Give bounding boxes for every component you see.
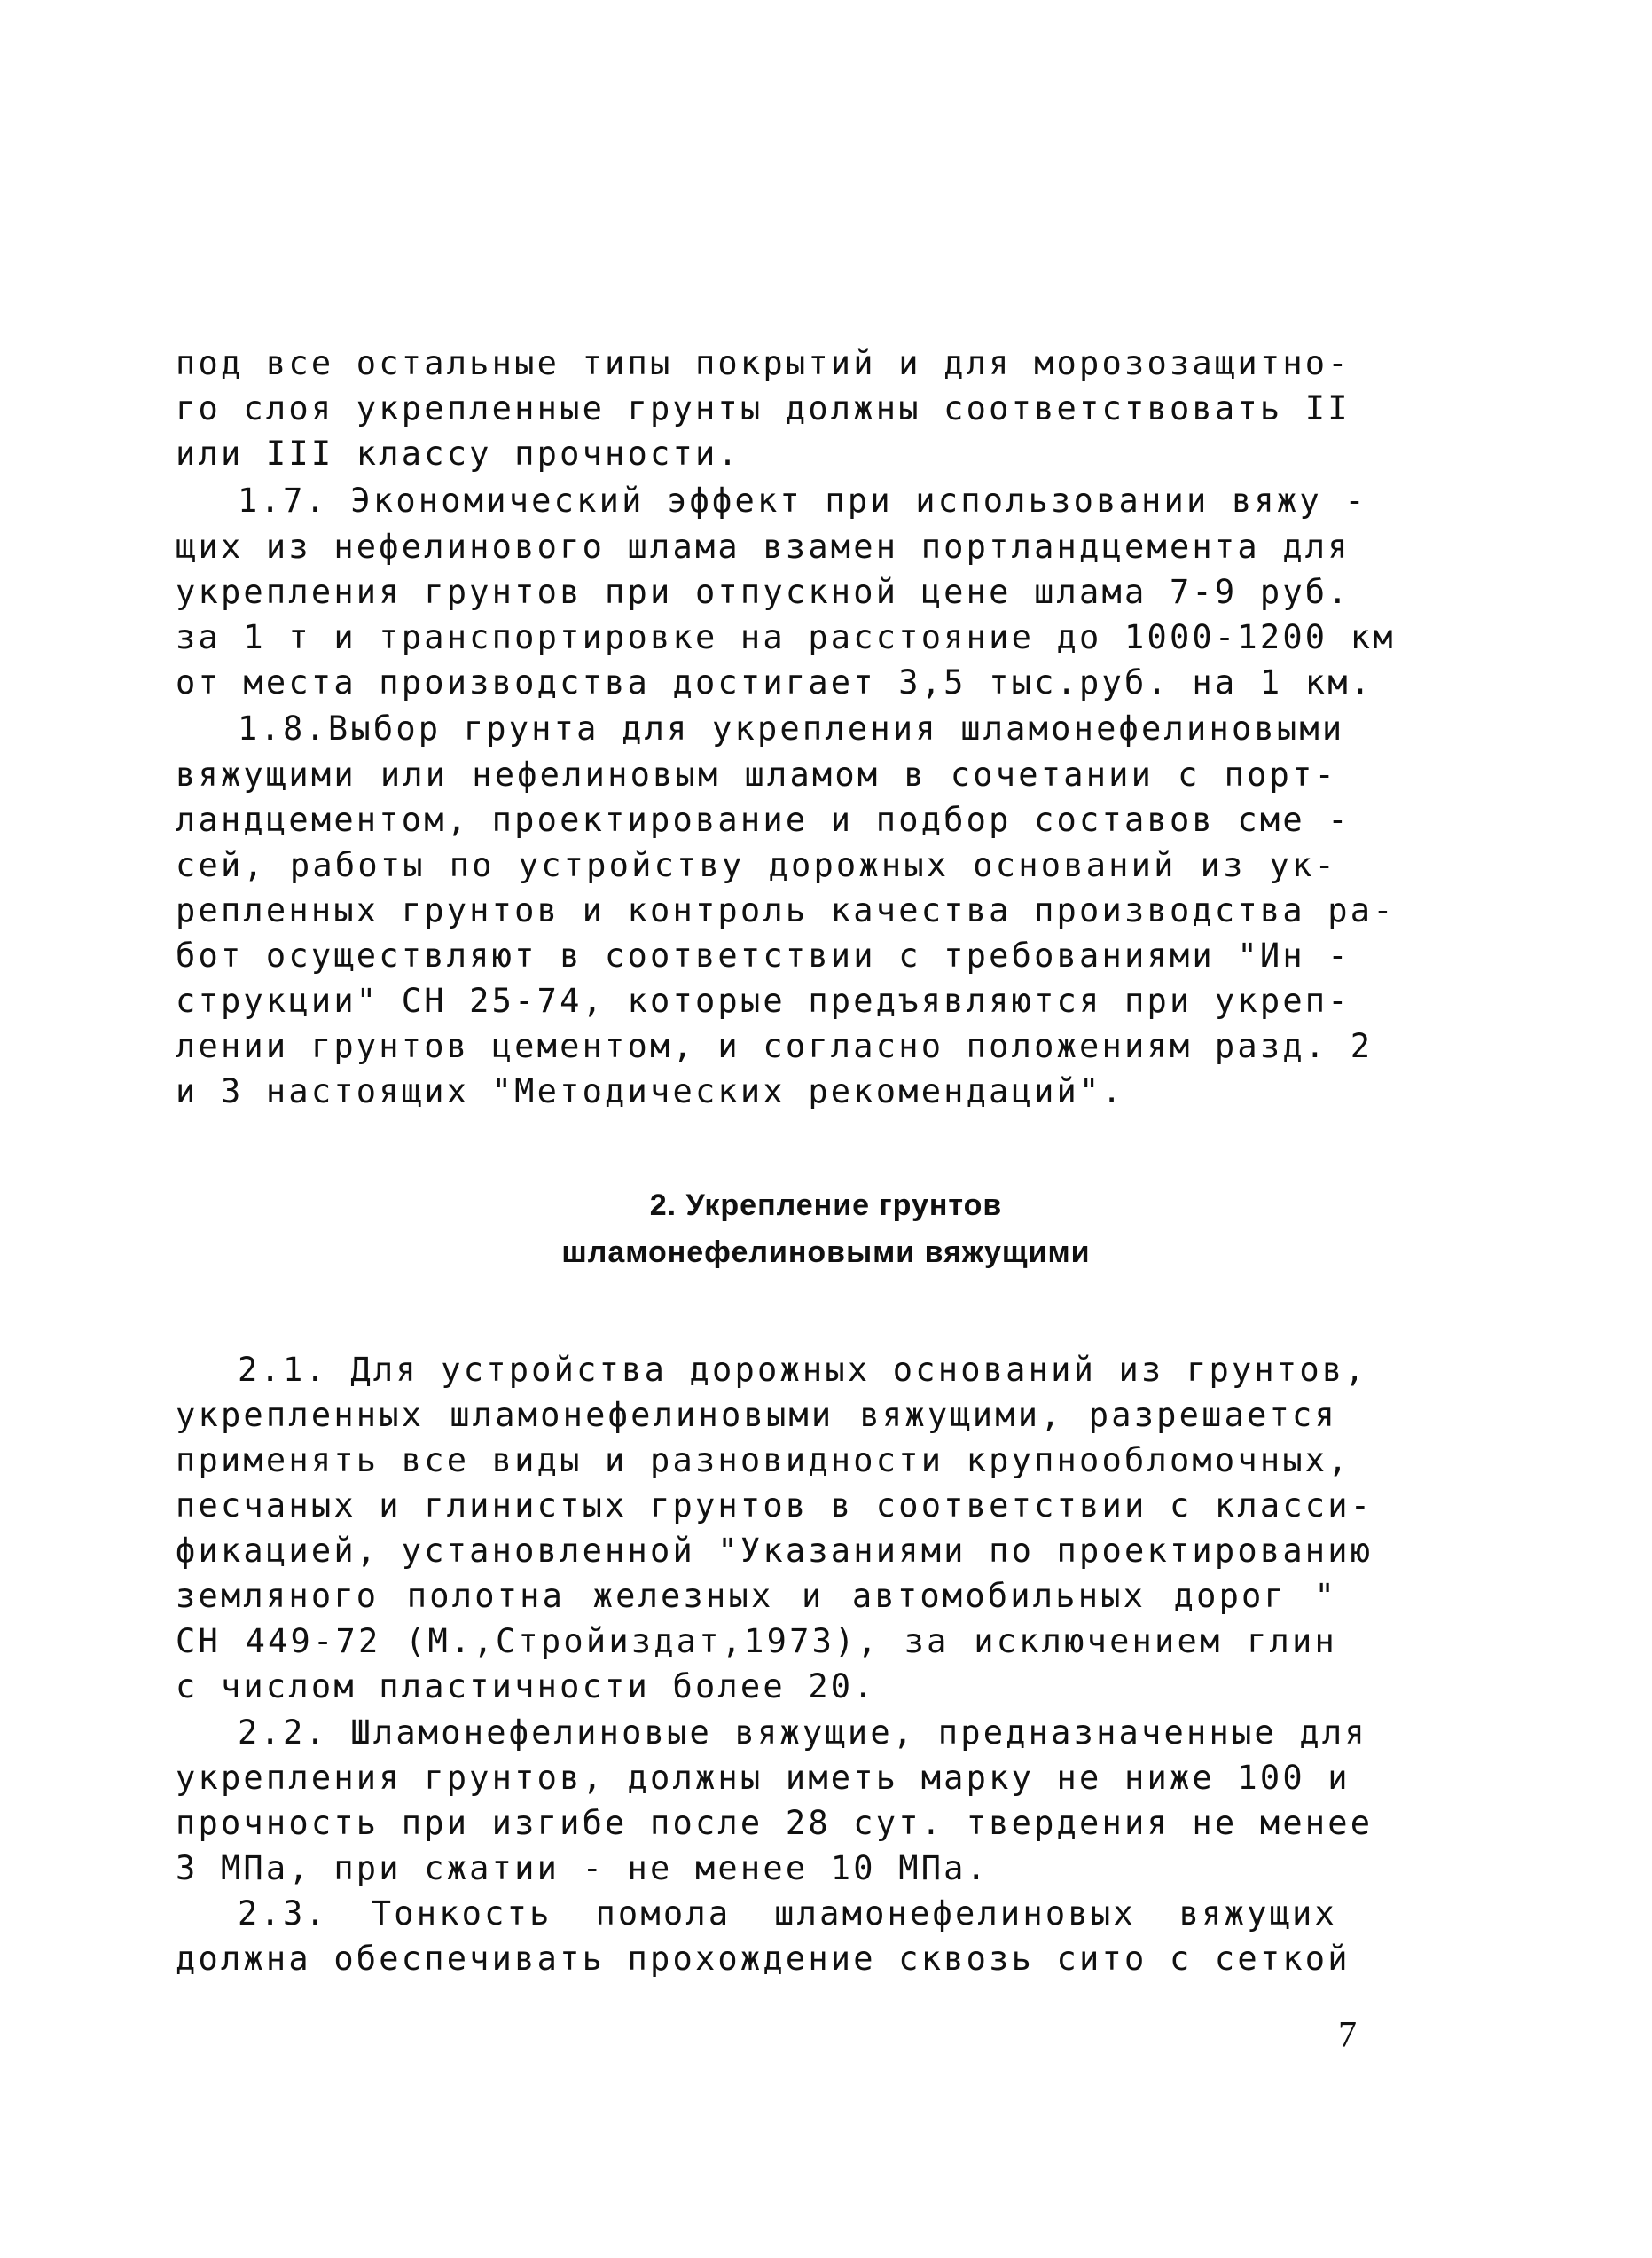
page-number: 7 [1338,2015,1357,2056]
section-heading-line-1: 2. Укрепление грунтов [649,1188,1003,1222]
text-line: за 1 т и транспортировке на расстояние до 1000-1200 км [176,618,1396,656]
text-line: го слоя укрепленные грунты должны соответствовать II [176,389,1351,427]
text-line: укрепления грунтов, должны иметь марку не ниже 100 и [176,1759,1351,1797]
text-line: должна обеспечивать прохождение сквозь сито с сеткой [176,1940,1351,1978]
text-line: фикацией, установленной "Указаниями по проектированию [176,1532,1374,1570]
text-line: лении грунтов цементом, и согласно положениям разд. 2 [176,1027,1374,1065]
text-line: 2.1. Для устройства дорожных оснований из грунтов, [238,1351,1367,1389]
text-line: 1.7. Экономический эффект при использовании вяжу - [238,482,1367,520]
text-line: 2.2. Шламонефелиновые вяжущие, предназначенные для [238,1713,1367,1752]
text-line: под все остальные типы покрытий и для морозозащитно- [176,344,1351,382]
text-line: репленных грунтов и контроль качества производства ра- [176,891,1396,929]
text-line: струкции" СН 25-74, которые предъявляются при укреп- [176,982,1351,1020]
text-line: песчаных и глинистых грунтов в соответствии с класси- [176,1486,1374,1525]
text-line: ландцементом, проектирование и подбор составов сме - [176,801,1351,839]
text-line: 2.3. Тонкость помола шламонефелиновых вяжущих [238,1894,1337,1933]
text-line: применять все виды и разновидности крупнообломочных, [176,1441,1351,1479]
text-line: с числом пластичности более 20. [176,1667,876,1705]
text-line: от места производства достигает 3,5 тыс.руб. на 1 км. [176,663,1374,702]
text-line: СН 449-72 (М.,Стройиздат,1973), за исключением глин [176,1622,1337,1660]
text-line: укрепленных шламонефелиновыми вяжущими, разрешается [176,1396,1337,1434]
text-line: или III классу прочности. [176,435,740,473]
text-line: укрепления грунтов при отпускной цене шлама 7-9 руб. [176,573,1351,611]
text-line: вяжущими или нефелиновым шламом в сочетании с порт- [176,756,1337,794]
text-line: щих из нефелинового шлама взамен портландцемента для [176,528,1351,566]
text-line: бот осуществляют в соответствии с требованиями "Ин - [176,937,1351,975]
text-line: сей, работы по устройству дорожных оснований из ук- [176,846,1337,884]
text-line: 3 МПа, при сжатии - не менее 10 МПа. [176,1849,990,1887]
text-line: 1.8.Выбор грунта для укрепления шламонефелиновыми [238,710,1345,748]
text-line: и 3 настоящих "Методических рекомендаций". [176,1072,1124,1110]
text-line: прочность при изгибе после 28 сут. твердения не менее [176,1804,1374,1842]
text-line: земляного полотна железных и автомобильных дорог " [176,1577,1337,1615]
section-heading-line-2: шламонефелиновыми вяжущими [561,1235,1091,1269]
